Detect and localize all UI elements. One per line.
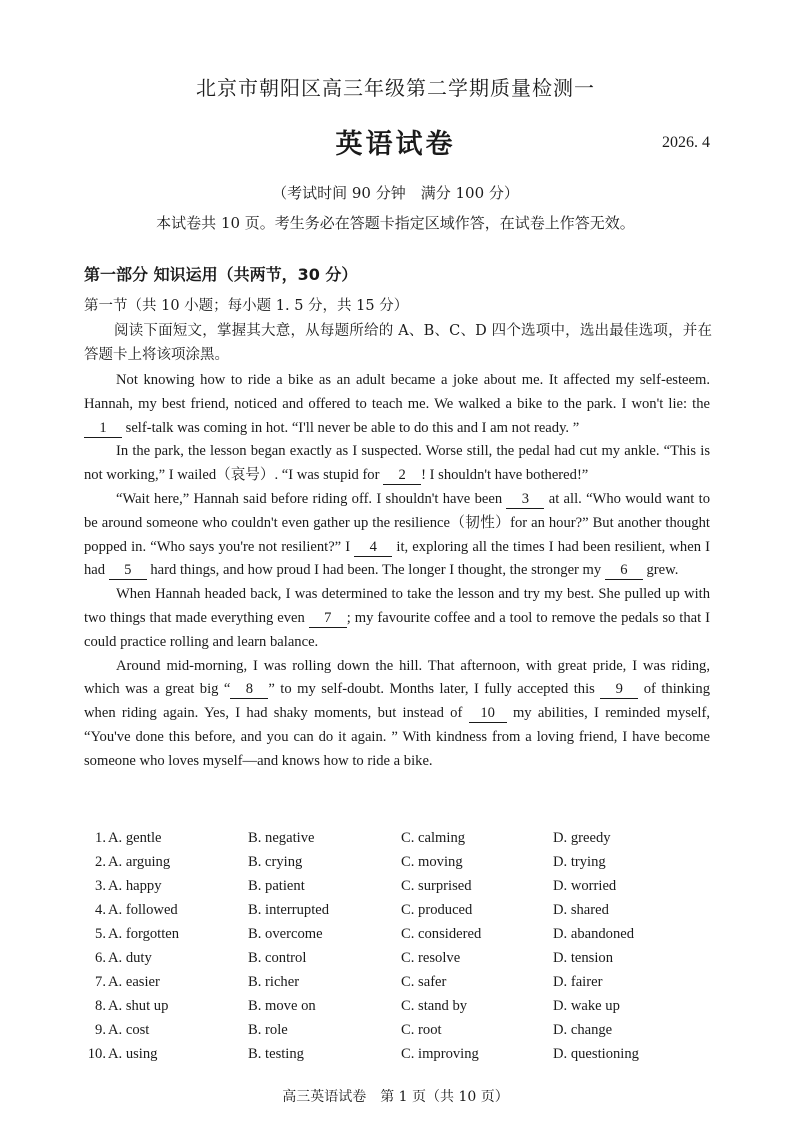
passage-text: ” to my self-doubt. Months later, I fully accepted this (268, 681, 601, 698)
passage-text: Not knowing how to ride a bike as an adult became a joke about me. It affected my self-esteem. Hannah, my best friend, noticed and offered to teach me. We walked a bike to the park. I won't lie: the (84, 372, 710, 412)
blank-8: 8 (230, 681, 268, 699)
option-row (84, 1043, 704, 1067)
passage-text: self-talk was coming in hot. “I'll never be able to do this and I am not ready. ” (122, 419, 580, 436)
passage-text: Around mid-morning, I was rolling down the hill. That afternoon, with great pride, I was riding, which was a great big “ (84, 657, 710, 698)
option-row (84, 1019, 704, 1043)
option-c: C. root (401, 1022, 442, 1039)
blank-6: 6 (605, 562, 643, 580)
option-a: A. using (108, 1046, 158, 1063)
passage-text: it, exploring all the times I had been resilient, when I had (84, 538, 710, 579)
option-d: D. abandoned (553, 925, 635, 942)
option-d: D. tension (553, 950, 613, 967)
question-number: 6. (95, 950, 106, 967)
blank-3: 3 (506, 491, 544, 509)
passage-text: grew. (642, 562, 679, 579)
blank-4: 4 (354, 539, 392, 557)
option-row (84, 971, 704, 995)
option-b: B. crying (248, 853, 303, 870)
option-a: A. forgotten (108, 925, 180, 942)
passage-text: ! I shouldn't have bothered!” (421, 467, 589, 484)
option-c: C. surprised (401, 877, 472, 894)
option-c: C. produced (401, 901, 473, 918)
blank-10: 10 (469, 705, 507, 723)
question-number: 7. (95, 974, 106, 991)
option-c: C. calming (401, 829, 466, 846)
option-b: B. control (248, 950, 307, 967)
question-number: 5. (95, 925, 106, 942)
option-a: A. cost (108, 1022, 150, 1039)
exam-time-info: （考试时间 90 分钟 满分 100 分） (272, 184, 519, 202)
blank-7: 7 (309, 610, 347, 628)
option-row (84, 874, 704, 898)
option-c: C. considered (401, 925, 482, 942)
option-d: D. worried (553, 877, 617, 894)
option-row (84, 946, 704, 970)
option-row (84, 995, 704, 1019)
passage-text: of thinking when riding again. Yes, I had shaky moments, but instead of (84, 681, 710, 722)
option-b: B. patient (248, 877, 305, 894)
option-b: B. testing (248, 1046, 304, 1063)
passage-text: ; my favourite coffee and a tool to remove the pedals so that I could practice rolling and learn balance. (84, 609, 711, 650)
option-row (84, 898, 704, 922)
option-a: A. shut up (108, 998, 169, 1015)
passage-text: at all. “Who would want to be around someone who couldn't even gather up the resilience（韧性）for an hour?” But another thought popped in. “Who says you're not resilient?” I (84, 490, 710, 555)
blank-1: 1 (84, 420, 122, 438)
cloze-passage (84, 369, 710, 774)
option-a: A. arguing (108, 853, 171, 870)
question-number: 1. (95, 829, 106, 846)
option-d: D. change (553, 1022, 613, 1039)
part1-heading: 第一部分 知识运用（共两节，30 分） (84, 265, 358, 284)
option-d: D. greedy (553, 829, 611, 846)
option-c: C. stand by (401, 998, 468, 1015)
blank-9: 9 (600, 681, 638, 699)
option-row (84, 826, 704, 850)
question-number: 8. (95, 998, 106, 1015)
passage-text: In the park, the lesson began exactly as I suspected. Worse still, the pedal had cut my ankle. “This is not working,” I wailed（哀号）. “I was stupid for (84, 443, 710, 484)
exam-notice: 本试卷共 10 页。考生务必在答题卡指定区域作答，在试卷上作答无效。 (156, 214, 635, 232)
passage-paragraph (84, 440, 710, 488)
option-d: D. trying (553, 853, 606, 870)
passage-paragraph (84, 488, 710, 583)
question-number: 9. (95, 1022, 106, 1039)
option-b: B. move on (248, 998, 316, 1015)
passage-text: When Hannah headed back, I was determined to take the lesson and try my best. She pulled up with two things that made everything even (84, 586, 710, 626)
option-d: D. questioning (553, 1046, 639, 1063)
option-c: C. resolve (401, 950, 461, 967)
option-b: B. overcome (248, 925, 323, 942)
answer-options (84, 826, 704, 1067)
section1-heading: 第一节（共 10 小题；每小题 1. 5 分，共 15 分） (84, 298, 409, 314)
blank-2: 2 (383, 467, 421, 485)
passage-paragraph (84, 369, 710, 440)
passage-paragraph (84, 655, 710, 774)
page-footer: 高三英语试卷 第 1 页（共 10 页） (282, 1089, 509, 1105)
question-number: 2. (95, 853, 106, 870)
option-d: D. wake up (553, 998, 620, 1015)
subject-title: 英语试卷 (335, 129, 456, 160)
option-b: B. negative (248, 829, 315, 846)
question-number: 3. (95, 877, 106, 894)
option-c: C. improving (401, 1046, 479, 1063)
option-c: C. moving (401, 853, 463, 870)
exam-title: 北京市朝阳区高三年级第二学期质量检测一 (196, 76, 595, 100)
option-row (84, 850, 704, 874)
option-c: C. safer (401, 974, 447, 991)
option-d: D. fairer (553, 974, 603, 991)
question-number: 10. (87, 1046, 106, 1063)
option-b: B. interrupted (248, 901, 330, 918)
question-number: 4. (95, 901, 106, 918)
passage-paragraph (84, 583, 710, 654)
option-row (84, 922, 704, 946)
exam-date: 2026. 4 (662, 134, 710, 151)
option-a: A. easier (108, 974, 160, 991)
passage-text: “Wait here,” Hannah said before riding off. I shouldn't have been (116, 490, 507, 507)
blank-5: 5 (109, 562, 147, 580)
option-b: B. role (248, 1022, 288, 1039)
option-a: A. gentle (108, 829, 162, 846)
section1-instruction: 阅读下面短文，掌握其大意，从每题所给的 A、B、C、D 四个选项中，选出最佳选项，并在答题卡上将该项涂黑。 (84, 323, 712, 363)
option-a: A. duty (108, 950, 152, 967)
passage-text: my abilities, I reminded myself, “You've done this before, and you can do it again. ” With kindness from a loving friend, I have become someone who loves myself—and knows how to ride a bike. (84, 705, 710, 769)
passage-text: hard things, and how proud I had been. The longer I thought, the stronger my (146, 562, 605, 579)
option-a: A. followed (108, 901, 178, 918)
option-b: B. richer (248, 974, 300, 991)
option-a: A. happy (108, 877, 162, 894)
option-d: D. shared (553, 901, 609, 918)
